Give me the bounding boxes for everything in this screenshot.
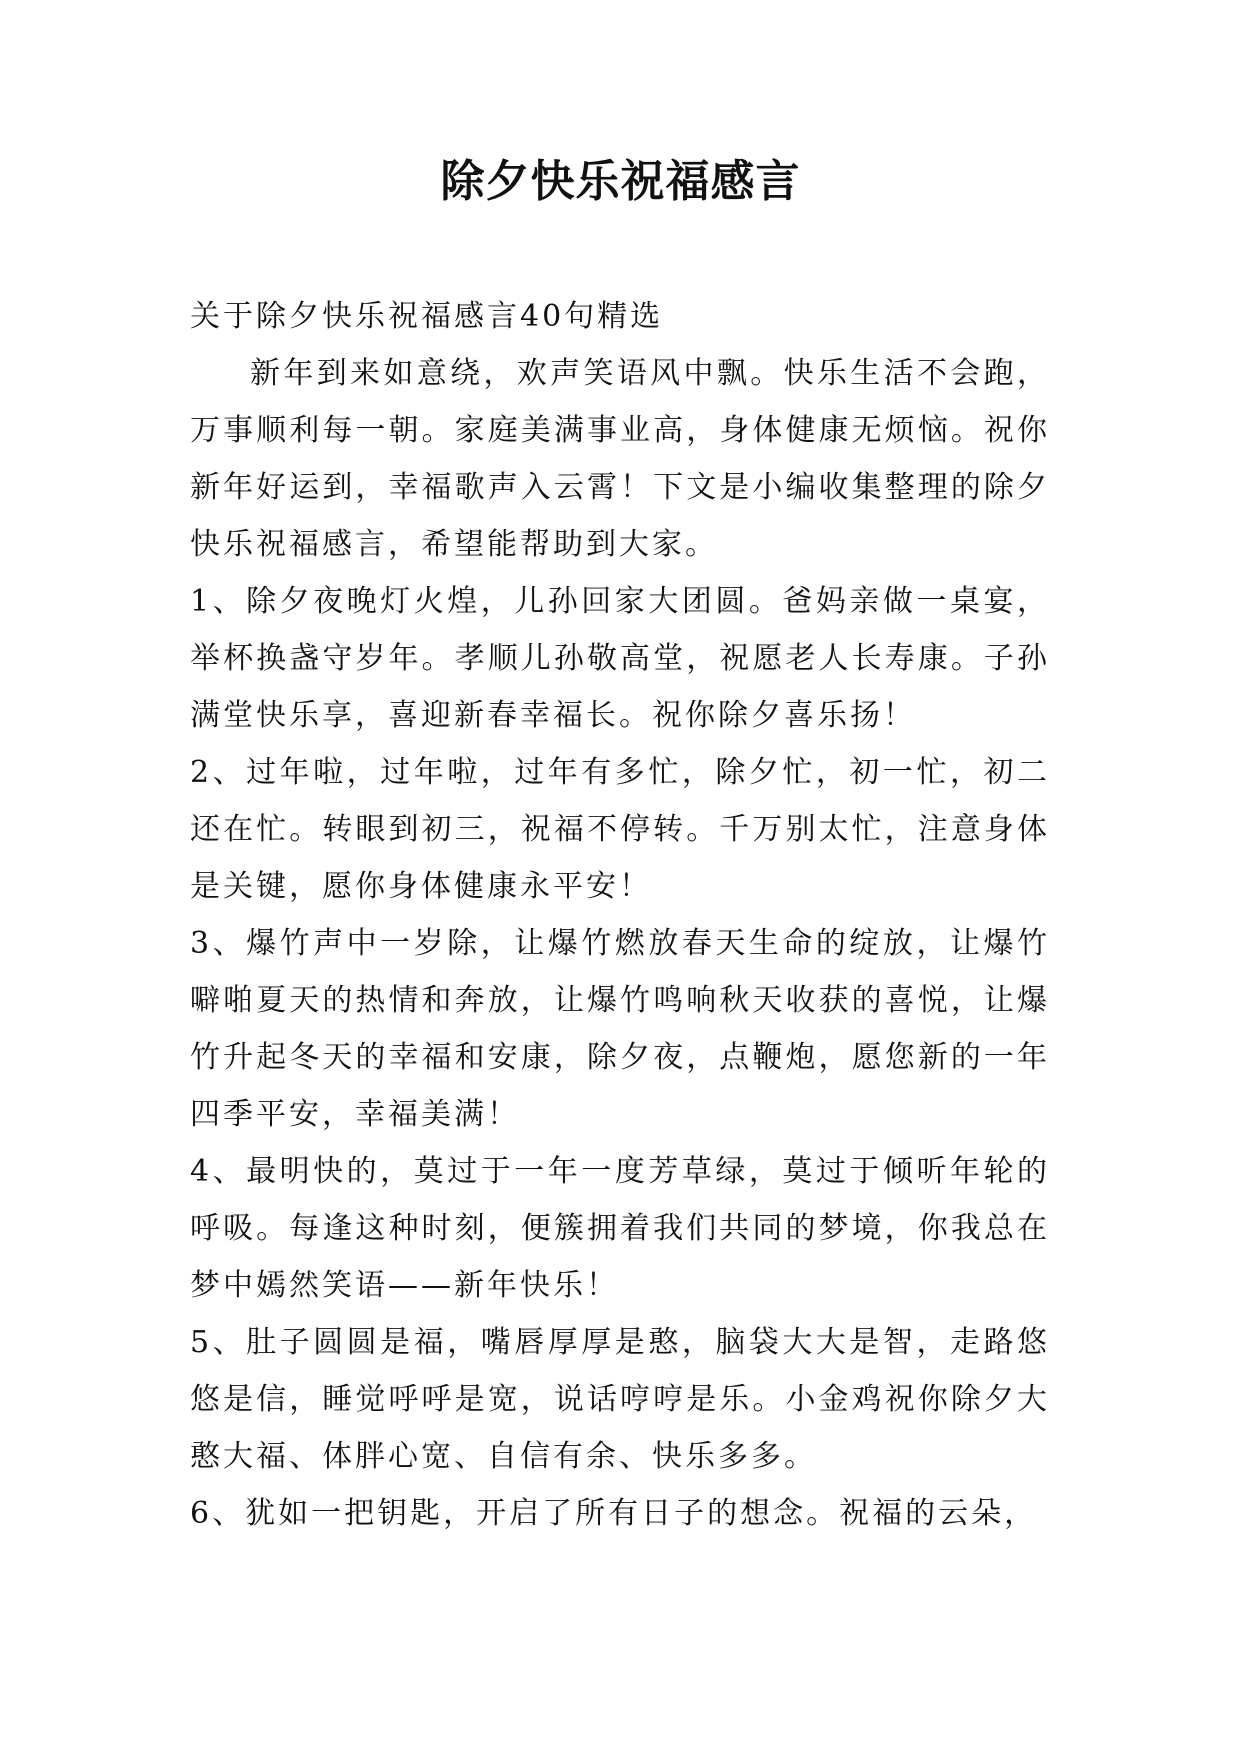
intro-paragraph: 新年到来如意绕，欢声笑语风中飘。快乐生活不会跑，万事顺利每一朝。家庭美满事业高，身体健康无烦恼。祝你新年好运到，幸福歌声入云霄！下文是小编收集整理的除夕快乐祝福感言，希望能帮助到大家。: [190, 356, 1050, 562]
list-item: 1、除夕夜晚灯火煌，儿孙回家大团圆。爸妈亲做一桌宴，举杯换盏守岁年。孝顺儿孙敬高堂，祝愿老人长寿康。子孙满堂快乐享，喜迎新春幸福长。祝你除夕喜乐扬！: [190, 584, 1050, 733]
list-item: 4、最明快的，莫过于一年一度芳草绿，莫过于倾听年轮的呼吸。每逢这种时刻，便簇拥着我们共同的梦境，你我总在梦中嫣然笑语——新年快乐！: [190, 1154, 1050, 1303]
list-item: 3、爆竹声中一岁除，让爆竹燃放春天生命的绽放，让爆竹噼啪夏天的热情和奔放，让爆竹鸣响秋天收获的喜悦，让爆竹升起冬天的幸福和安康，除夕夜，点鞭炮，愿您新的一年四季平安，幸福美满！: [190, 926, 1050, 1132]
list-item: 6、犹如一把钥匙，开启了所有日子的想念。祝福的云朵，: [190, 1496, 1038, 1531]
document-subtitle: 关于除夕快乐祝福感言40句精选: [190, 299, 664, 334]
list-item: 2、过年啦，过年啦，过年有多忙，除夕忙，初一忙，初二还在忙。转眼到初三，祝福不停转。千万别太忙，注意身体是关键，愿你身体健康永平安！: [190, 755, 1050, 904]
document-title: 除夕快乐祝福感言: [440, 156, 801, 207]
list-item: 5、肚子圆圆是福，嘴唇厚厚是憨，脑袋大大是智，走路悠悠是信，睡觉呼呼是宽，说话哼哼是乐。小金鸡祝你除夕大憨大福、体胖心宽、自信有余、快乐多多。: [190, 1325, 1050, 1474]
document-body: [190, 288, 1050, 1542]
